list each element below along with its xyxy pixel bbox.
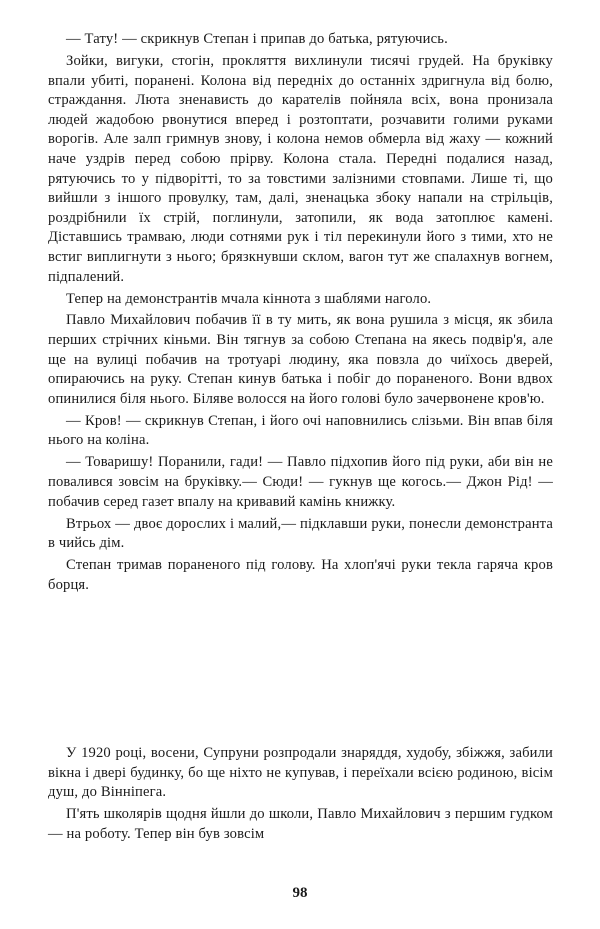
paragraph: Зойки, вигуки, стогін, прокляття вихлинули тисячі грудей. На бруківку впали убиті, поранені. Колона від передніх до останніх здригнула від болю, страждання. Люта зненависть до карателів пойняла всіх, вона пронизала людей жадобою рвонутися вперед і розтоптати, розчавити голими руками ворогів. Але залп гримнув знову, і колона немов обмерла від жаху — кожний наче уздрів перед собою прірву. Колона стала. Передні подалися назад, рятуючись то у підворітті, то за товстими залізними стовпами. Лише ті, що вийшли з іншого провулку, там, далі, зненацька збоку напали на стрільців, роздрібнили їх стрій, поглинули, затопили, як вода затоплює камені. Діставшись трамваю, люди сотнями рук і тіл перекинули його з тими, хто не встиг виплигнути з нього; брязкнувши склом, вагон тут же спалахнув вогнем, підпалений. xyxy=(48,52,553,285)
paragraph: У 1920 році, восени, Супруни розпродали знаряддя, худобу, збіжжя, забили вікна і двері будинку, бо ще ніхто не купував, і переїхали всією родиною, вісім душ, до Вінніпега. xyxy=(48,745,553,801)
paragraph: — Тату! — скрикнув Степан і припав до батька, рятуючись. xyxy=(66,31,448,47)
paragraph: — Товаришу! Поранили, гади! — Павло підхопив його під руки, аби він не повалився зовсім на бруківку.— Сюди! — гукнув ще когось.— Джон Рід! — побачив серед газет впалу на кривавий камінь книжку. xyxy=(48,454,553,510)
paragraph: Втрьох — двоє дорослих і малий,— підклавши руки, понесли демонстранта в чийсь дім. xyxy=(48,515,553,552)
paragraph: Тепер на демонстрантів мчала кіннота з шаблями наголо. xyxy=(66,290,432,307)
paragraph: Павло Михайлович побачив її в ту мить, як вона рушила з місця, як збила перших стрічних кіньми. Він тягнув за собою Степана на якесь подвір'я, але ще на вулиці побачив на тротуарі людину, яка повзла до чиїхось дверей, опираючись на руку. Степан кинув батька і побіг до пораненого. Вони вдвох опинилися біля нього. Біляве волосся на його голові було зачервонене кров'ю. xyxy=(48,312,553,407)
paragraph: Степан тримав пораненого під голову. На хлоп'ячі руки текла гаряча кров борця. xyxy=(48,557,553,593)
text-block-top xyxy=(48,30,553,598)
paragraph: — Кров! — скрикнув Степан, і його очі наповнились слізьми. Він впав біля нього на коліна. xyxy=(48,412,553,449)
page-number: 98 xyxy=(292,885,308,901)
paragraph: П'ять школярів щодня йшли до школи, Павло Михайлович з першим гудком — на роботу. Тепер він був зовсім xyxy=(48,806,553,842)
text-block-bottom xyxy=(48,744,553,847)
